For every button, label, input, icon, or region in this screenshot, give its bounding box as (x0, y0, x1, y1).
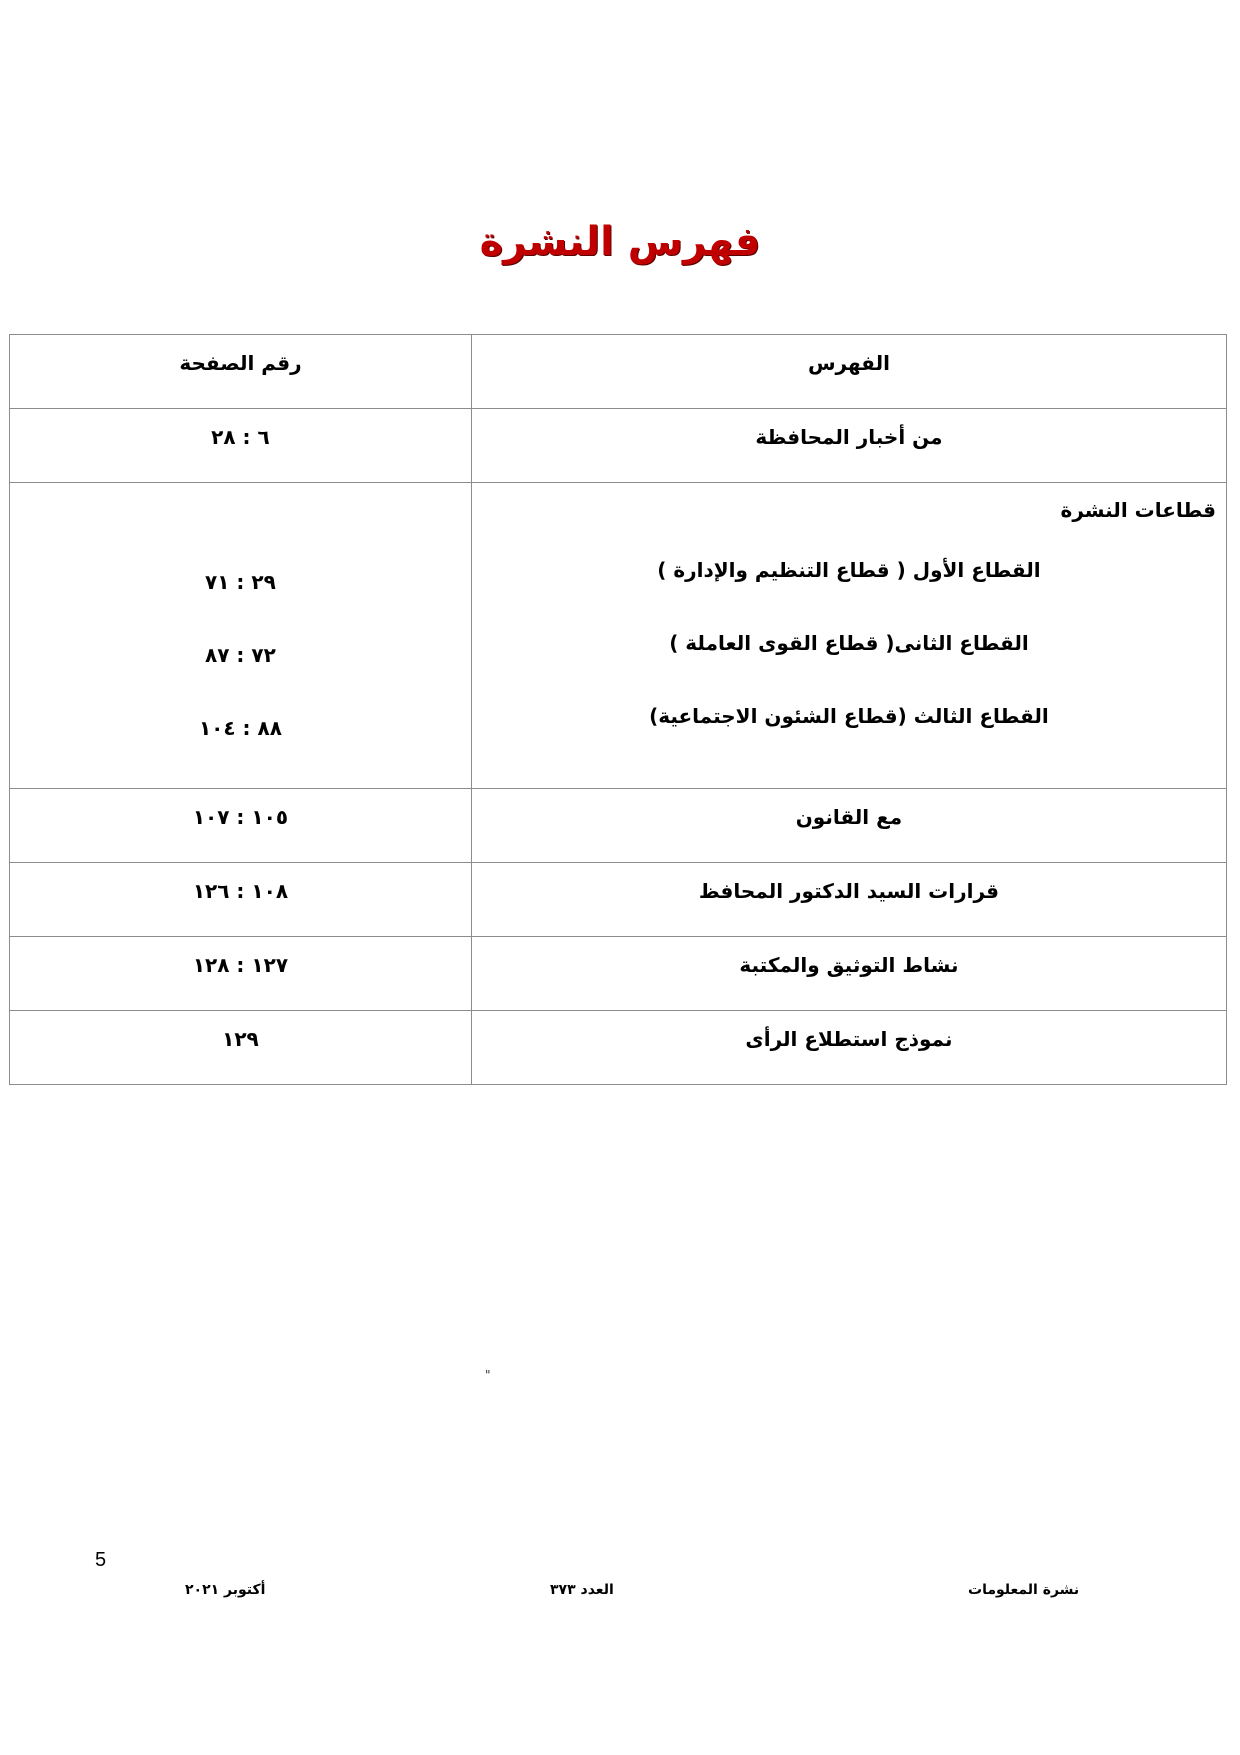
index-cell (471, 789, 1226, 863)
footer-date: أكتوبر ٢٠٢١ (185, 1582, 266, 1598)
page-cell (10, 1011, 472, 1085)
table-row (10, 1011, 1227, 1085)
index-cell (471, 409, 1226, 483)
entry-label: نشاط التوثيق والمكتبة (739, 953, 959, 977)
header-page-label: رقم الصفحة (179, 351, 302, 375)
table-row (10, 789, 1227, 863)
stray-mark: " (485, 1368, 491, 1382)
sector-item-label: القطاع الأول ( قطاع التنظيم والإدارة ) (657, 558, 1041, 582)
sectors-index-cell (471, 483, 1226, 789)
page-cell (10, 937, 472, 1011)
page-title: فهرس النشرة (479, 219, 761, 265)
table-header-row (10, 335, 1227, 409)
header-index-label: الفهرس (807, 351, 890, 375)
sector-item-pages: ٨٨ : ١٠٤ (198, 716, 282, 740)
footer-issue: العدد ٣٧٣ (550, 1582, 614, 1598)
header-index-cell (471, 335, 1226, 409)
entry-label: نموذج استطلاع الرأى (745, 1027, 953, 1051)
page-cell (10, 863, 472, 937)
entry-label: مع القانون (795, 805, 903, 829)
page-number: 5 (95, 1549, 107, 1571)
entry-pages: ٦ : ٢٨ (211, 425, 270, 449)
page-cell (10, 409, 472, 483)
sector-item-pages: ٢٩ : ٧١ (205, 570, 276, 594)
entry-pages: ١٢٩ (222, 1027, 259, 1051)
index-cell (471, 1011, 1226, 1085)
table-row (10, 863, 1227, 937)
sector-item-label: القطاع الثانى( قطاع القوى العاملة ) (669, 631, 1029, 655)
index-cell (471, 863, 1226, 937)
entry-pages: ١٠٨ : ١٢٦ (192, 879, 289, 903)
footer-publication: نشرة المعلومات (968, 1582, 1080, 1598)
entry-pages: ١٢٧ : ١٢٨ (192, 953, 289, 977)
entry-label: قرارات السيد الدكتور المحافظ (698, 879, 1000, 903)
entry-pages: ١٠٥ : ١٠٧ (192, 805, 289, 829)
sectors-page-cell (10, 483, 472, 789)
page-cell (10, 789, 472, 863)
sector-item-pages: ٧٢ : ٨٧ (205, 643, 276, 667)
table-row (10, 937, 1227, 1011)
entry-label: من أخبار المحافظة (755, 425, 943, 449)
sectors-row (10, 483, 1227, 789)
sectors-heading: قطاعات النشرة (1060, 498, 1216, 522)
index-table (9, 334, 1227, 1085)
sector-item-label: القطاع الثالث (قطاع الشئون الاجتماعية) (649, 704, 1049, 728)
index-cell (471, 937, 1226, 1011)
table-row (10, 409, 1227, 483)
header-page-cell (10, 335, 472, 409)
